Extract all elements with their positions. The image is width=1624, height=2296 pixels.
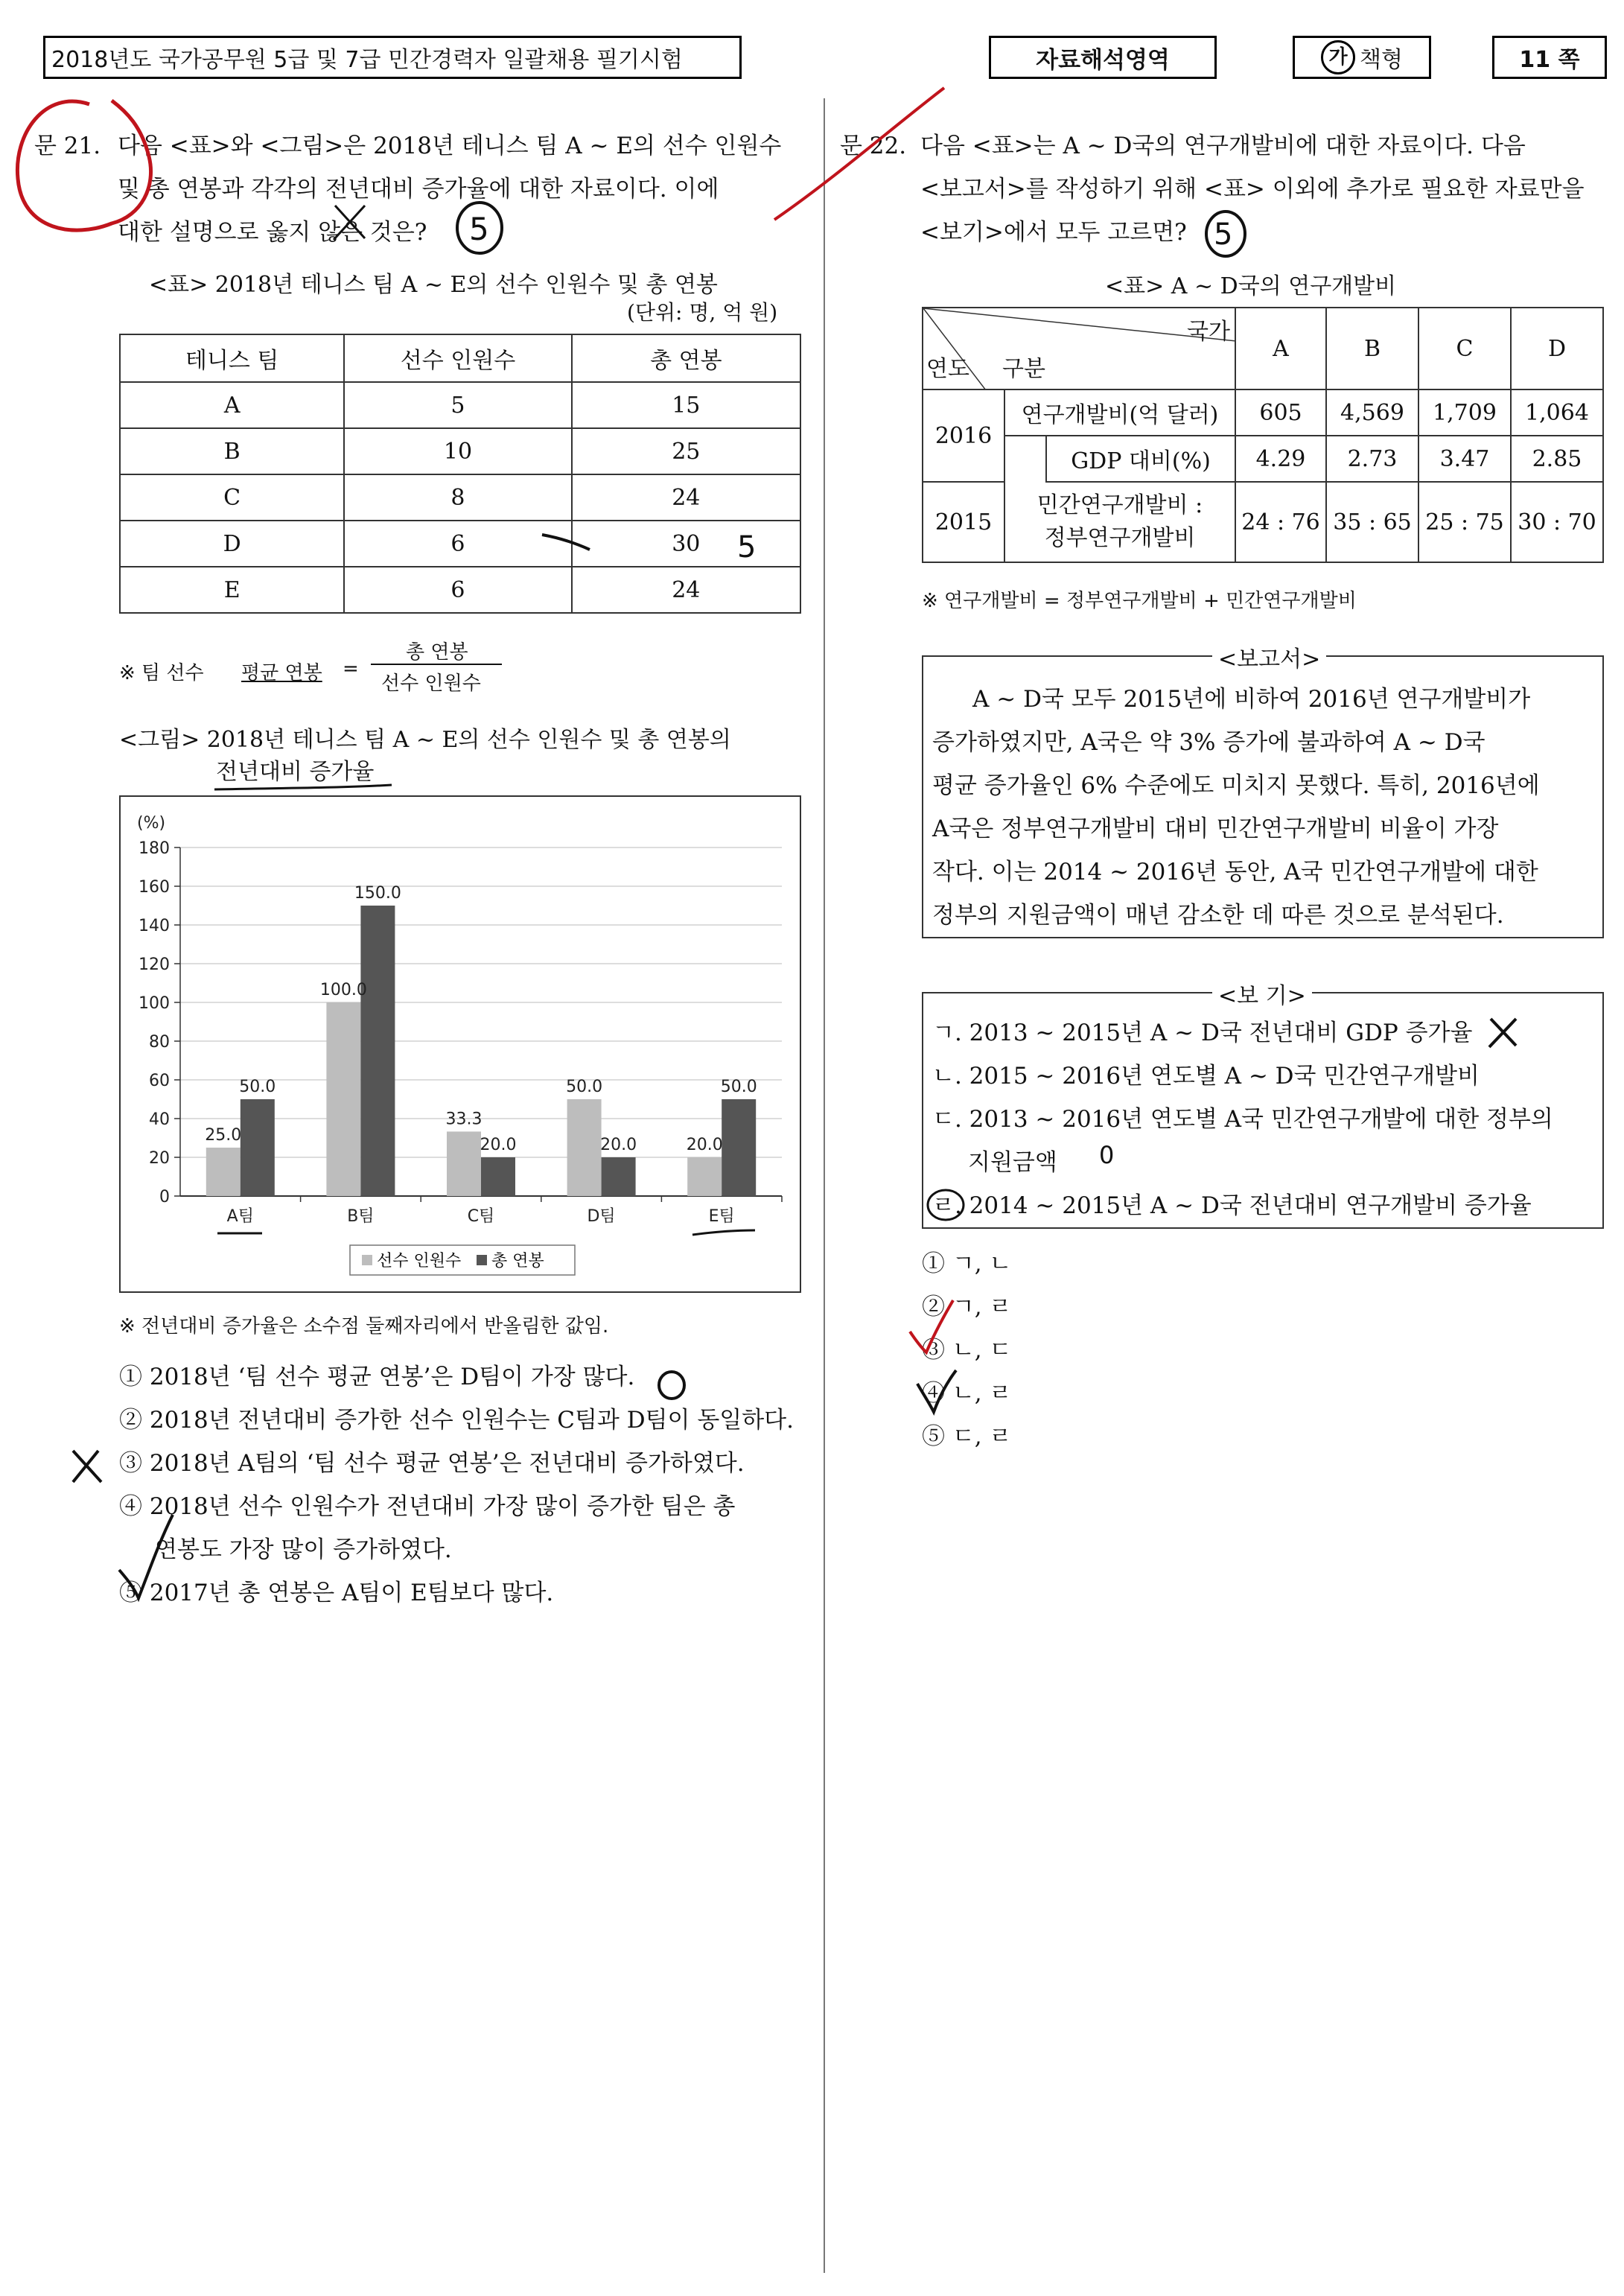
q22-row1-cell: 4,569 <box>1327 390 1419 436</box>
choice-text: 2018년 ‘팀 선수 평균 연봉’은 D팀이 가장 많다. <box>149 1364 635 1390</box>
choice-text: 2018년 전년대비 증가한 선수 인원수는 C팀과 D팀이 동일하다. <box>149 1407 794 1434</box>
bar-players <box>687 1157 722 1196</box>
q22-corner-year: 연도 <box>926 356 969 382</box>
q22-table <box>922 307 1604 563</box>
q22-stem-line-3: <보기>에서 모두 고르면? <box>920 219 1187 246</box>
y-tick-label: 20 <box>149 1149 170 1168</box>
q21-stem-line-1: 다음 <표>와 <그림>은 2018년 테니스 팀 A ~ E의 선수 인원수 <box>118 133 782 159</box>
y-tick-label: 80 <box>149 1033 170 1052</box>
q21-choice-5[interactable] <box>119 1571 553 1615</box>
q22-report-line-1: A ~ D국 모두 2015년에 비하여 2016년 연구개발비가 <box>972 686 1531 713</box>
x-tick-label: B팀 <box>347 1207 375 1226</box>
data-label: 25.0 <box>205 1126 242 1145</box>
q21-cell: 30 <box>572 521 800 567</box>
q22-corner-cell <box>923 308 1236 390</box>
q21-chart-frame <box>119 795 801 1293</box>
q21-note-numerator: 총 연봉 <box>406 641 468 664</box>
x-tick-label: D팀 <box>587 1207 616 1226</box>
q21-cell: 5 <box>344 382 571 428</box>
table-row <box>120 521 800 567</box>
q22-stem-line-2: <보고서>를 작성하기 위해 <표> 이외에 추가로 필요한 자료만을 <box>920 176 1585 203</box>
q22-row2-label: GDP 대비(%) <box>1045 436 1236 483</box>
booklet-box <box>1293 36 1431 79</box>
q22-country-A: A <box>1236 308 1327 390</box>
q21-table-unit: (단위: 명, 억 원) <box>627 300 778 325</box>
q22-row2-cell: 2.73 <box>1327 436 1419 483</box>
q21-choice-2[interactable] <box>119 1399 794 1442</box>
choice-number: ① <box>922 1250 945 1277</box>
q22-report-title: <보고서> <box>1212 640 1326 673</box>
answer-digit-q21: 5 <box>469 211 489 247</box>
q22-bogi-item-1: ㄱ. 2013 ~ 2015년 A ~ D국 전년대비 GDP 증가율 <box>932 1020 1473 1046</box>
q21-number: 문 21. <box>34 133 101 159</box>
bar-players <box>326 1002 360 1196</box>
q22-row1-label: 연구개발비(억 달러) <box>1005 390 1236 436</box>
q21-stem-line-3: 대한 설명으로 옳지 않은 것은? <box>118 219 427 246</box>
q21-choice-1[interactable] <box>119 1355 634 1399</box>
q21-cell: D <box>120 521 344 567</box>
table-row <box>120 382 800 428</box>
x-tick-label: E팀 <box>708 1207 735 1226</box>
data-label: 150.0 <box>354 884 401 903</box>
circle-mark-choice-1 <box>659 1372 684 1399</box>
q21-th-salary: 총 연봉 <box>572 334 800 382</box>
data-label: 20.0 <box>600 1136 637 1154</box>
choice-text: ㄷ, ㄹ <box>952 1423 1012 1450</box>
y-tick-label: 180 <box>138 839 170 858</box>
choice-number: ④ <box>119 1493 142 1520</box>
bar-players <box>206 1148 241 1196</box>
q21-cell: 6 <box>344 567 571 613</box>
x-tick-label: C팀 <box>467 1207 495 1226</box>
legend-label-salary: 총 연봉 <box>491 1252 544 1271</box>
q22-year-2016: 2016 <box>923 390 1005 483</box>
q22-row2-cell: 4.29 <box>1236 436 1327 483</box>
page-number: 11 쪽 <box>1519 47 1580 73</box>
q22-row2-cell: 2.85 <box>1512 436 1602 483</box>
q22-row3-label-2: 정부연구개발비 <box>1044 525 1196 551</box>
table-row <box>120 567 800 613</box>
data-label: 33.3 <box>445 1110 483 1129</box>
choice-text: 2018년 선수 인원수가 전년대비 가장 많이 증가한 팀은 총 <box>149 1493 736 1520</box>
q22-row1-cell: 1,709 <box>1419 390 1512 436</box>
q22-table-note: ※ 연구개발비 = 정부연구개발비 + 민간연구개발비 <box>922 590 1357 612</box>
data-label: 100.0 <box>319 981 367 999</box>
bar-salary <box>722 1099 756 1196</box>
choice-number: ① <box>119 1364 142 1390</box>
q22-choice-2[interactable] <box>922 1285 1011 1329</box>
choice-text: ㄴ, ㄹ <box>952 1380 1012 1407</box>
subject-label: 자료해석영역 <box>1036 46 1170 74</box>
fraction-bar <box>371 664 502 665</box>
q22-bogi-item-3-cont: 지원금액 <box>968 1149 1057 1176</box>
q22-choice-5[interactable] <box>922 1415 1011 1458</box>
q21-figure-note: ※ 전년대비 증가율은 소수점 둘째자리에서 반올림한 값임. <box>119 1315 609 1338</box>
chart-x-ticks <box>227 1196 782 1226</box>
legend-swatch-salary <box>477 1255 487 1265</box>
q22-year-2015: 2015 <box>923 483 1005 562</box>
y-tick-label: 100 <box>138 994 170 1013</box>
y-tick-label: 160 <box>138 878 170 897</box>
data-label: 50.0 <box>566 1078 603 1096</box>
booklet-mark: 가 <box>1321 40 1355 74</box>
q22-country-C: C <box>1419 308 1512 390</box>
q21-bar-chart <box>121 797 800 1291</box>
q21-note-equals: = <box>343 658 359 680</box>
q22-choice-3[interactable] <box>922 1329 1011 1372</box>
q21-table-title: <표> 2018년 테니스 팀 A ~ E의 선수 인원수 및 총 연봉 <box>149 272 718 298</box>
q21-cell: C <box>120 474 344 521</box>
y-tick-label: 40 <box>149 1110 170 1129</box>
q22-country-D: D <box>1512 308 1602 390</box>
choice-text: 연봉도 가장 많이 증가하였다. <box>155 1536 452 1563</box>
q22-row2-cell: 3.47 <box>1419 436 1512 483</box>
q21-note-prefix: ※ 팀 선수 <box>119 662 204 684</box>
q22-corner-country: 국가 <box>1187 319 1230 345</box>
legend-swatch-players <box>362 1255 372 1265</box>
choice-number: ② <box>119 1407 142 1434</box>
bar-salary <box>481 1157 515 1196</box>
answer-circle-q22 <box>1206 212 1245 256</box>
data-label: 20.0 <box>480 1136 517 1154</box>
q21-th-team: 테니스 팀 <box>120 334 344 382</box>
bar-salary <box>602 1157 636 1196</box>
table-row <box>120 474 800 521</box>
q22-row3-cell: 24 : 76 <box>1236 483 1327 562</box>
q22-report-line-6: 정부의 지원금액이 매년 감소한 데 따른 것으로 분석된다. <box>932 902 1504 929</box>
choice-number: ④ <box>922 1380 945 1407</box>
q22-row3-cell: 30 : 70 <box>1518 509 1596 535</box>
y-tick-label: 0 <box>159 1188 170 1206</box>
q22-bogi-item-2: ㄴ. 2015 ~ 2016년 연도별 A ~ D국 민간연구개발비 <box>932 1063 1480 1090</box>
q22-bogi-item-4: ㄹ. 2014 ~ 2015년 A ~ D국 전년대비 연구개발비 증가율 <box>932 1192 1532 1219</box>
q21-stem-line-2: 및 총 연봉과 각각의 전년대비 증가율에 대한 자료이다. 이에 <box>118 176 719 203</box>
q22-number: 문 22. <box>840 133 907 159</box>
q22-row3-label-1: 민간연구개발비 : <box>1037 492 1203 518</box>
choice-text: ㄱ, ㄴ <box>952 1250 1012 1277</box>
answer-digit-q22: 5 <box>1214 217 1233 252</box>
bar-players <box>447 1131 481 1196</box>
q22-report-line-4: A국은 정부연구개발비 대비 민간연구개발비 비율이 가장 <box>932 815 1499 842</box>
x-tick-label: A팀 <box>226 1207 254 1226</box>
q22-corner-item: 구분 <box>1002 356 1045 382</box>
q21-figure-title-1: <그림> 2018년 테니스 팀 A ~ E의 선수 인원수 및 총 연봉의 <box>119 727 731 753</box>
q22-choice-1[interactable] <box>922 1242 1011 1285</box>
choice-text: ㄱ, ㄹ <box>952 1294 1012 1320</box>
q21-cell: 24 <box>572 567 800 613</box>
choice-number: ⑤ <box>922 1423 945 1450</box>
q21-note-denominator: 선수 인원수 <box>381 672 481 695</box>
choice-text: 2017년 총 연봉은 A팀이 E팀보다 많다. <box>149 1580 554 1606</box>
q22-table-title: <표> A ~ D국의 연구개발비 <box>1105 273 1397 299</box>
column-divider <box>824 98 825 2273</box>
table-digit-mark: 5 <box>737 530 757 565</box>
q22-row1-cell: 605 <box>1236 390 1327 436</box>
q22-stem-line-1: 다음 <표>는 A ~ D국의 연구개발비에 대한 자료이다. 다음 <box>920 133 1526 159</box>
q22-bogi-item-3: ㄷ. 2013 ~ 2016년 연도별 A국 민간연구개발에 대한 정부의 <box>932 1106 1553 1133</box>
q21-cell: A <box>120 382 344 428</box>
q22-report-line-3: 평균 증가율인 6% 수준에도 미치지 못했다. 특히, 2016년에 <box>932 772 1540 799</box>
cross-mark-choice-3 <box>73 1451 101 1482</box>
y-tick-label: 60 <box>149 1072 170 1090</box>
y-tick-label: 120 <box>138 955 170 974</box>
bar-salary <box>241 1099 275 1196</box>
legend-label-players: 선수 인원수 <box>377 1252 462 1271</box>
choice-number: ③ <box>119 1450 142 1477</box>
chart-y-ticks <box>138 839 180 1206</box>
q21-figure-title-2: 전년대비 증가율 <box>216 759 375 785</box>
booklet-suffix: 책형 <box>1360 47 1403 73</box>
exam-title: 2018년도 국가공무원 5급 및 7급 민간경력자 일괄채용 필기시험 <box>51 47 683 73</box>
q22-country-B: B <box>1327 308 1419 390</box>
chart-legend <box>350 1245 575 1275</box>
q21-note-term: 평균 연봉 <box>241 662 322 684</box>
choice-text: 2018년 A팀의 ‘팀 선수 평균 연봉’은 전년대비 증가하였다. <box>149 1450 745 1477</box>
y-axis-unit: (%) <box>137 814 166 833</box>
q21-choice-4[interactable] <box>119 1485 735 1528</box>
choice-number: ⑤ <box>119 1580 142 1606</box>
q22-row3-cell: 35 : 65 <box>1327 483 1419 562</box>
q21-cell: 15 <box>572 382 800 428</box>
q21-cell: 25 <box>572 428 800 474</box>
choice-text: ㄴ, ㄷ <box>952 1337 1012 1364</box>
q22-report-line-2: 증가하였지만, A국은 약 3% 증가에 불과하여 A ~ D국 <box>932 729 1486 756</box>
data-label: 20.0 <box>686 1136 723 1154</box>
q21-cell: B <box>120 428 344 474</box>
exam-title-box <box>43 36 742 79</box>
y-tick-label: 140 <box>138 917 170 935</box>
bogi-digit-mark: 0 <box>1099 1141 1115 1169</box>
q21-choice-4-cont <box>155 1528 452 1571</box>
bar-salary <box>360 906 395 1196</box>
q21-cell: 8 <box>344 474 571 521</box>
q22-choice-4[interactable] <box>922 1372 1011 1415</box>
q21-cell: 6 <box>344 521 571 567</box>
page-number-box <box>1492 36 1607 79</box>
data-label: 50.0 <box>239 1078 276 1096</box>
choice-number: ③ <box>922 1337 945 1364</box>
data-label: 50.0 <box>720 1078 757 1096</box>
bar-players <box>567 1099 602 1196</box>
q21-choice-3[interactable] <box>119 1442 745 1485</box>
subject-box <box>989 36 1217 79</box>
q21-th-players: 선수 인원수 <box>344 334 571 382</box>
q21-cell: E <box>120 567 344 613</box>
q22-row1-cell: 1,064 <box>1512 390 1602 436</box>
table-row <box>120 428 800 474</box>
q21-table <box>119 334 801 614</box>
choice-number: ② <box>922 1294 945 1320</box>
q22-row3-label <box>1005 483 1236 562</box>
chart-data-labels <box>205 884 757 1154</box>
q22-bogi-title: <보 기> <box>1212 977 1312 1010</box>
q21-cell: 24 <box>572 474 800 521</box>
q22-row3-cell: 25 : 75 <box>1419 483 1512 562</box>
q21-cell: 10 <box>344 428 571 474</box>
q22-report-line-5: 작다. 이는 2014 ~ 2016년 동안, A국 민간연구개발에 대한 <box>932 859 1538 885</box>
